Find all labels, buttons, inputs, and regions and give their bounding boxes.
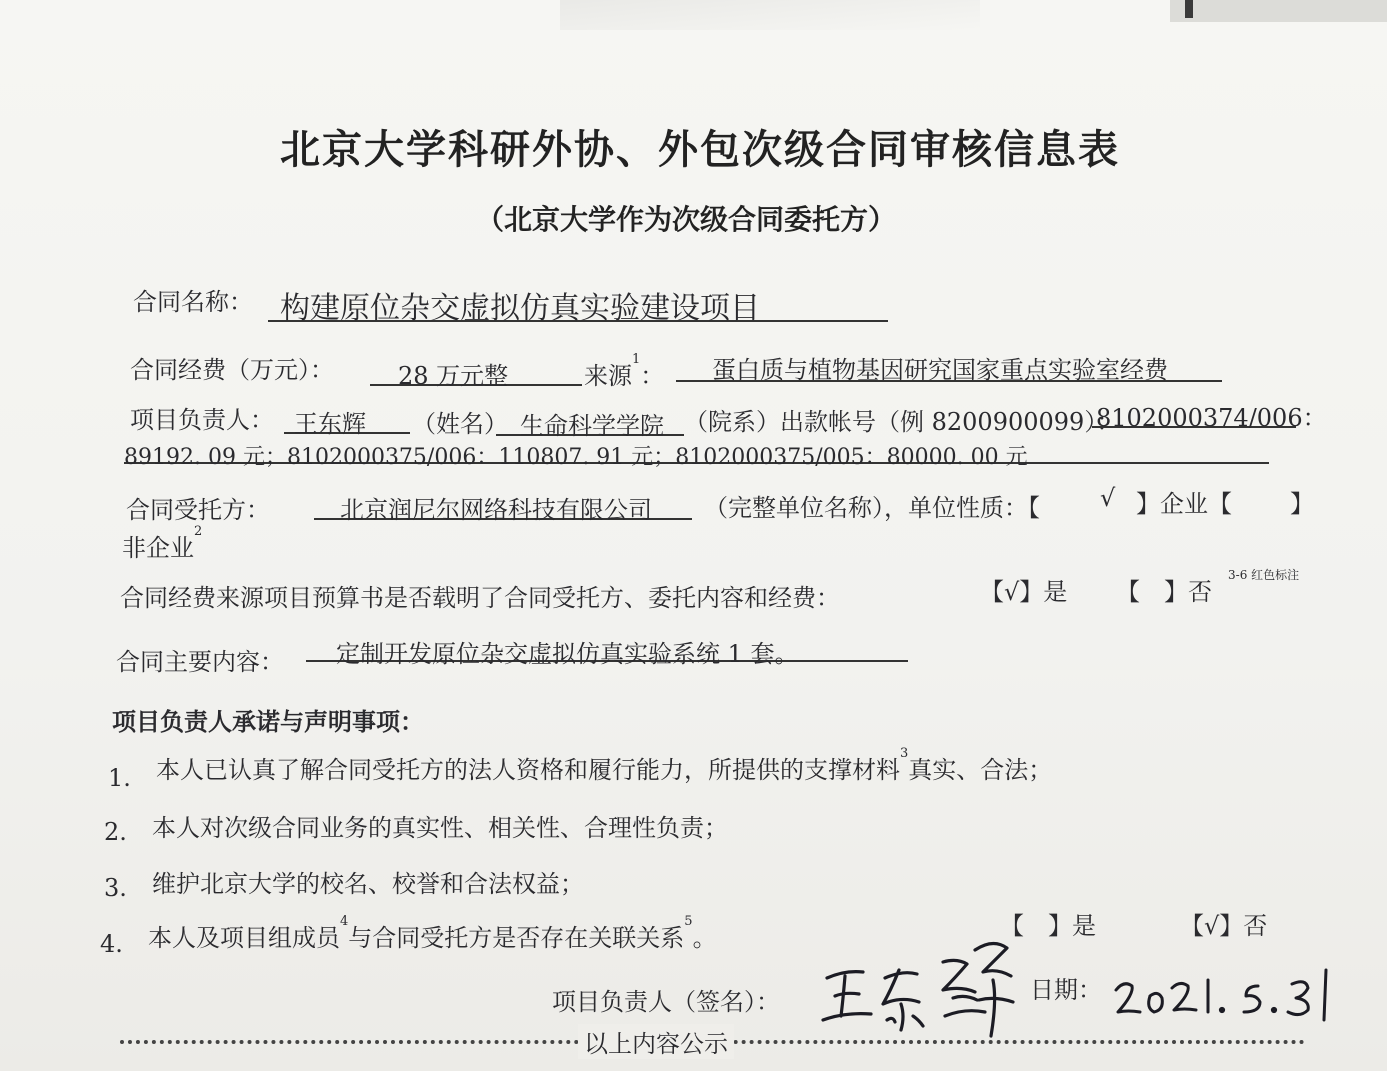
pi-dept: 生命科学学院 xyxy=(520,412,664,440)
date-label: 日期： xyxy=(1030,976,1102,1004)
background-corner xyxy=(1170,0,1387,22)
declaration-item-4-no: 【√】否 xyxy=(1180,912,1268,940)
funding-label: 合同经费（万元）： xyxy=(130,356,334,384)
contract-name-label: 合同名称： xyxy=(133,288,253,316)
funding-value: 28 万元整 xyxy=(398,362,509,390)
declaration-item-2-num: 2. xyxy=(104,818,127,846)
document-title: 北京大学科研外协、外包次级合同审核信息表 xyxy=(280,126,1120,173)
signature-label: 项目负责人（签名）： xyxy=(552,988,780,1016)
pi-dept-note: （院系）出款帐号（例 8200900099）： xyxy=(684,408,1121,436)
declaration-heading: 项目负责人承诺与声明事项： xyxy=(112,707,424,736)
footnote-5: 5 xyxy=(684,914,693,929)
trustee-check: √ xyxy=(1100,484,1116,512)
budget-no-box: 【 】否 xyxy=(1116,578,1212,606)
handwritten-signature xyxy=(815,920,1030,1040)
budget-question: 合同经费来源项目预算书是否载明了合同受托方、委托内容和经费： xyxy=(120,584,840,612)
pi-label: 项目负责人： xyxy=(130,406,274,434)
footnote-4: 4 xyxy=(340,914,349,929)
background-object xyxy=(1185,0,1193,18)
budget-footnote: 3-6 红色标注 xyxy=(1228,568,1300,582)
declaration-item-3-num: 3. xyxy=(104,874,127,902)
main-content-value: 定制开发原位杂交虚拟仿真实验系统 1 套。 xyxy=(336,640,799,668)
trustee-opt2-close: 】 xyxy=(1290,490,1314,518)
declaration-item-3: 维护北京大学的校名、校誉和合法权益； xyxy=(152,870,584,898)
document-subtitle: （北京大学作为次级合同委托方） xyxy=(476,203,897,236)
handwritten-date xyxy=(1110,960,1350,1030)
paper-fold-shadow xyxy=(560,0,980,30)
trustee-value: 北京润尼尔网络科技有限公司 xyxy=(340,496,652,524)
pi-name: 王东辉 xyxy=(294,410,366,438)
contract-name-value: 构建原位杂交虚拟仿真实验建设项目 xyxy=(280,291,760,326)
trustee-note: （完整单位名称），单位性质：【 xyxy=(704,494,1040,522)
main-content-label: 合同主要内容： xyxy=(116,648,284,676)
declaration-item-4: 本人及项目组成员$^4$与合同受托方是否存在关联关系$^5$。 xyxy=(148,914,717,952)
footnote-3: 3 xyxy=(900,746,909,761)
trustee-opt1: 】企业【 xyxy=(1136,490,1232,518)
footnote-2: 2 xyxy=(194,524,203,539)
pi-name-note: （姓名） xyxy=(412,410,508,438)
trustee-label: 合同受托方： xyxy=(126,496,270,524)
declaration-item-2: 本人对次级合同业务的真实性、相关性、合理性负责； xyxy=(152,814,728,842)
declaration-item-4-yes: 【 】是 xyxy=(1000,912,1096,940)
declaration-item-1: 本人已认真了解合同受托方的法人资格和履行能力，所提供的支撑材料$^3$真实、合法； xyxy=(156,746,1053,784)
funding-source-label: 来源$^1$： xyxy=(584,352,665,390)
declaration-item-4-num: 4. xyxy=(100,930,123,958)
pi-accounts-line2: 89192. 09 元；8102000375/006：110807. 91 元；8102000375/005：80000. 00 元 xyxy=(124,445,1028,470)
funding-source-value: 蛋白质与植物基因研究国家重点实验室经费 xyxy=(712,356,1168,384)
footnote-1: 1 xyxy=(632,352,641,367)
trustee-opt2: 非企业$^2$ xyxy=(122,524,203,562)
declaration-item-1-num: 1. xyxy=(108,764,131,792)
budget-yes-box: 【√】是 xyxy=(980,578,1068,606)
footer-publicity-note: 以上内容公示 xyxy=(578,1024,734,1059)
pi-accounts-line1: 8102000374/006： xyxy=(1096,404,1327,432)
